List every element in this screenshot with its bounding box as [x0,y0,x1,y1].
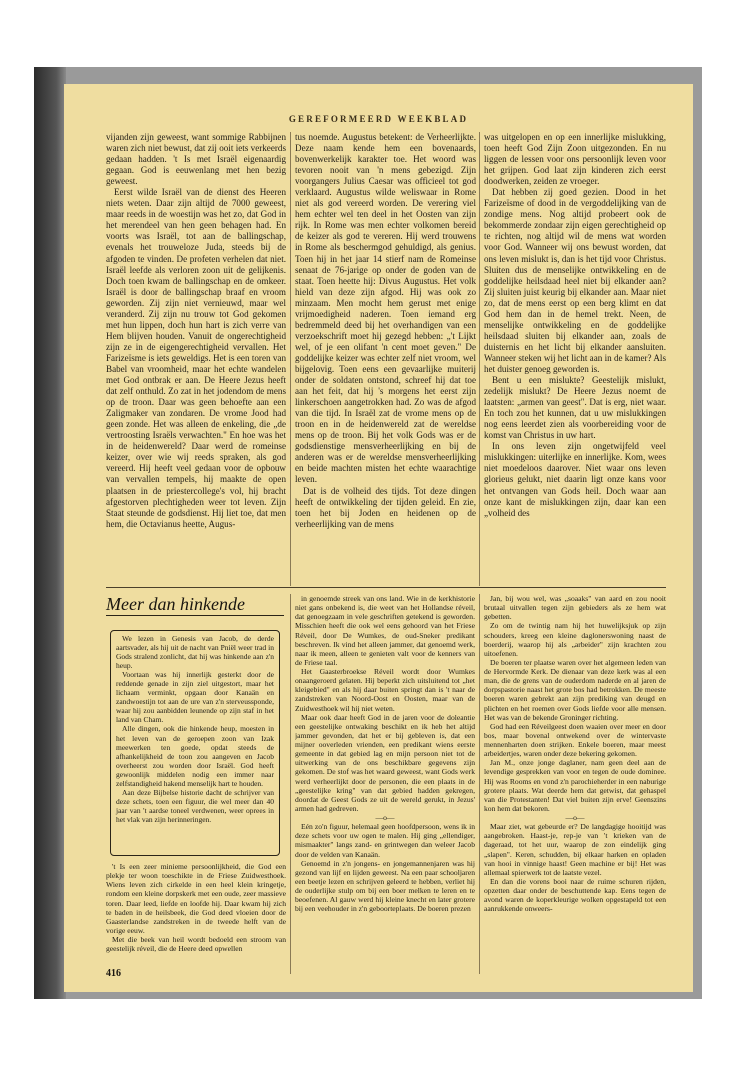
paragraph: Alle dingen, ook die hinkende heup, moesten in het leven van de geroepen zoon van Izak meewerken ten goede, opdat steeds de afhankelijkheid de toon zou aangeven en Jacob overheerst zou worden door Israël. God heeft gewoonlijk middelen nodig een immer naar zelfstandigheid hakend menselijk hart te houden. [116,724,274,788]
paragraph: Jan M., onze jonge daglaner, nam geen deel aan de levendige gesprekken van voor en tegen de oude dominee. Hij was Rooms en vond z'n parochieherder in een naburige grotere plaats. Wat deerde hem dat getwist, dat gehaspel van die Protestanten! Dat viel buiten zijn erve! Geenszins kon hem dat bekoren. [484,758,666,813]
paragraph: God had een Réveilgeest doen waaien over meer en door bos, maar bovenal ontwekend over de wintervaste mennenharten doen strijken. Enkele boeren, maar meest arbeidertjes, waren onder deze bekering gekomen. [484,721,666,759]
paragraph: Aan deze Bijbelse historie dacht de schrijver van deze schets, toen een figuur, die wel meer dan 40 jaar van 't aardse toneel verdwenen, weer oprees in het vlak van zijn herinneringen. [116,787,274,824]
running-head: GEREFORMEERD WEEKBLAD [288,114,469,124]
paragraph: Genoemd in z'n jongens- en jongemannenjaren was hij gezond van lijf en lijden geweest. Na een paar schooljaren een beetje lezen en schrijven geleerd te hebben, verliet hij de ouderlijke stulp om bij een boer melken te leren en te beoefenen. Al gauw werd hij kleine knecht en later grotere bij een veehouder in z'n geboorteplaats. De boeren prezen [295,858,475,914]
paragraph: Zo om de twintig nam hij het huwelijksjuk op zijn schouders, kreeg een kleine daglonerswoning naast de boerderij, waarop hij als „arbeider" zijn krachten zou uitoefenen. [484,621,666,658]
paragraph: —o— [375,813,395,822]
paragraph: vijanden zijn geweest, want sommige Rabbijnen waren zich niet bewust, dat zij ooit iets verkeerds gedaan hadden. 't Is met Israël eigenaardig gegaan. God is eeuwenlang met hen bezig geweest. [106,132,286,187]
paragraph: In ons leven zijn ongetwijfeld veel mislukkingen: uiterlijke en innerlijke. Kom, wees niet moedeloos daarover. Niet waar ons leven glorieus gelukt, niet daarin ligt onze kans voor het ontvangen van Gods heil. Doch waar aan onze kant de mislukkingen zijn, daar kan een „volheid des [484,441,666,518]
paragraph: tus noemde. Augustus betekent: de Verheerlijkte. Deze naam kende hem een bovenaards, bovenwerkelijk karakter toe. Het woord was tevoren nooit van 'n mens gebezigd. Zijn voorgangers Julius Caesar was officieel tot god verklaard. Augustus wilde weliswaar in Rome niet als god vereerd worden. De verering viel hem echter wel ten deel in het Oosten van zijn rijk. In Rome was men echter volkomen bereid de keizer als god te vereren. Hij werd trouwens in Rome als beschermgod gehuldigd, als genius. Toen hij in het jaar 14 stierf nam de Romeinse senaat de 76-jarige op onder de goden van de staat. Toen heette hij: Divus Augustus. Het volk hield van deze zijn afgod. Hij was ook zo minzaam. Men mocht hem gerust met enige vrijmoedigheid naderen. Toen iemand erg bedremmeld deed bij het overhandigen van een verzoekschrift moet hij gezegd hebben: „'t Lijkt wel, of je een olifant 'n cent moet geven." De goddelijke keizer was echter zelf niet vroom, wel bijgelovig. Toen eens een gevaarlijke muiterij onder de soldaten ontstond, schreef hij dat toe aan het feit, dat hij 's morgens het eerst zijn linkerschoen aangetrokken had. Zo was de afgod van die tijd. In Israël zat de vrome mens op de troon en in de heidenwereld zat de wereldse mens op de troon. Bij het volk Gods was er de godsdienstige mensverheerlijking en bij de anderen was er de wereldse mensverheerlijking en beide machten misten het echte waarachtige leven. [295,132,476,485]
paragraph: Het Gaasterbroekse Réveil wordt door Wumkes onaangeroerd gelaten. Hij beperkt zich uitsluitend tot „het kleigebied" en als hij daar buiten springt dan is 't naar de zandstreken van Noord-Oost en Oosten, maar van de Zuidwesthoek wil hij niet weten. [295,667,475,713]
page-number: 416 [106,968,121,979]
paragraph: Maar ook daar heeft God in de jaren voor de doleantie een geestelijke ontwaking beschikt en ik heb het altijd jammer gevonden, dat het er bij gebleven is, dat een mijner ooverleden vrienden, een predikant wiens eerste gemeente in dat gebied lag en mijn persoon niet tot de uitwerking van de ons beschikbare gegevens zijn gekomen. De stof was het waard geweest, want Gods werk werd verheerlijkt door de personen, die een plaats in de „geestelijke kring" van dat gebied hadden gekregen, doordat de Geest Gods ze uit de wereld gerukt, in Jezus' armen had gedreven. [295,712,475,813]
paragraph: was uitgelopen en op een innerlijke mislukking, toen heeft God Zijn Zoon uitgezonden. En nu liggen de lessen voor ons persoonlijk leven voor het grijpen. God laat zijn kinderen zich eerst doodwerken, zeiden ze vroeger. [484,132,666,187]
article-column-2 [295,594,475,974]
paragraph: We lezen in Genesis van Jacob, de derde aartsvader, als hij uit de nacht van Pniël weer trad in Gods stralend zonlicht, dat hij was hinkende aan z'n heup. [116,634,274,671]
article-title: Meer dan hinkende [106,594,245,614]
paragraph: En dan die vorens booi naar de ruime schuren rijden, opzetten daar onder de beschuttende kap. Eens tegen de avond waren de koperkleurige wolken opgestapeld tot een aanrukkende onweers- [484,876,666,914]
paragraph: in genoemde streek van ons land. Wie in de kerkhistorie niet gans onbekend is, die weet van het Hollandse réveil, dat genoegzaam in vele geschriften getekend is geworden. Misschien heeft die ook wel eens gehoord van het Friese Réveil, door De Wumkes, de oud-Sneker predikant beschreven. Ik vind het alleen jammer, dat genoemd werk, naar ik meen, alleen te genieten valt voor de kenners van de Friese taal. [295,594,475,667]
book-binding-edge [34,67,66,999]
magazine-page [64,84,693,992]
scanned-page-background [34,67,702,999]
article-column-3 [484,594,666,974]
paragraph: Voortaan was hij innerlijk gesterkt door de reddende genade in zijn ziel uitgestort, maar het lichaam verminkt, opgaan door Kanaän en zandwoestijn tot aan de ure van z'n sterveussponde, waar hij zou aanbidden leunende op zijn staf in het land van Cham. [116,670,274,725]
title-underline [106,615,284,616]
paragraph: Eén zo'n figuur, helemaal geen hoofdpersoon, wens ik in deze schets voor uw ogen te malen. Hij ging „ellendiger, mismaakter" langs zand- en grintwegen dan weleer Jacob door de velden van Kanaän. [295,822,475,859]
column-divider [479,132,480,586]
article-intro-box [110,630,280,856]
top-column-3 [484,132,666,586]
paragraph: 't Is een zeer minieme persoonlijkheid, die God een plekje ter woon toeschikte in de Friese Zuidwesthoek. Wiens leven zich cirkelde in een heel klein kringetje, rondom een kleine dorpskerk met een oude, zeer massieve toren. Daar leed, liefde en loofde hij. Daar kwam hij zich te baden in de heilsbeek, die God deed vloeien door de Gaasterlandse zandstreken in de tweede helft van de vorige eeuw. [106,862,286,935]
paragraph: Eerst wilde Israël van de dienst des Heeren niets weten. Daar zijn altijd de 7000 geweest, maar reeds in de woestijn was het zo, dat God in het merendeel van hen geen behagen had. En voorts was Israël, tot aan de ballingschap, evenals het trouweloze Juda, steeds bij de afgoden te vinden. De profeten verhelen dat niet. Israël leefde als verloren zoon uit de gelijkenis. Doch toen kwam de ballingschap en de omkeer. Israël is door de ballingschap braaf en vroom geworden. Zij zijn niet vernieuwd, maar wel veranderd. Zij zijn nu trouw tot God gekomen met hun lippen, doch hun hart is zich verre van Hem blijven houden. Vanuit de ongerechtigheid zijn ze in de eigengerechtigheid vervallen. Het Farizeïsme is iets geweldigs. Het is een toren van Babel van vroomheid, maar het echte wandelen met God ontbrak er aan. De Heere Jezus heeft dat zelf onthuld. Zo zat in het jodendom de mens op de troon. Daar was geen behoefte aan een Zaligmaker van zondaren. De vrome Jood had geen zonde. Het was alleen de enkeling, die „de vertroosting Israëls verwachten." En hoe was het in de heidenwereld? Daar werd de romeinse keizer, over wie wij reeds spraken, als god vereerd. Hij heeft veel gedaan voor de opbouw van vervallen tempels, hij maakte de open plaatsen in de priestercollege's vol, hij bracht afgestorven plechtigheden weer tot leven. Zijn Staat steunde de godsdienst. Hij liet toe, dat men hem, die Octavianus heette, Augus- [106,187,286,529]
top-column-2 [295,132,476,586]
paragraph: De boeren ter plaatse waren over het algemeen leden van de Hervormde Kerk. De dienaar van deze kerk was al een man, die de grens van de ouderdom naderde en al jaren de dorpspastorie naast het grote bos had betrokken. De meeste boeren waren gebrekt aan zijn prediking van deugd en plichten en het roemen over Gods liefde voor alle mensen. Het was van de bekende Groninger richting. [484,657,666,722]
article-column-1 [106,862,286,964]
column-divider [290,594,291,974]
paragraph: Dat is de volheid des tijds. Tot deze dingen heeft de ontwikkeling der tijden geleid. En zie, toen het bij Joden en heidenen op de verheerlijking van de mens [295,485,476,529]
paragraph: Met die beek van heil wordt bedoeld een stroom van geestelijk réveil, die de Heere deed opwellen [106,935,286,954]
column-divider [290,132,291,586]
paragraph: Jan, bij wou wel, was „soaaks" van aard en zou nooit brutaal uitvallen tegen zijn gebieders als ze hem wat gebetten. [484,594,666,622]
paragraph: —o— [565,813,585,822]
column-divider [479,594,480,974]
paragraph: Bent u een mislukte? Geestelijk mislukt, zedelijk mislukt? De Heere Jezus noemt de laatsten: „armen van geest". Dat is erg, niet waar. En toch zou het kunnen, dat u uw mislukkingen nog eens leerdet zien als voorbereiding voor de komst van Christus in uw hart. [484,375,666,441]
top-column-1 [106,132,286,586]
section-divider [106,587,666,588]
paragraph: Maar ziet, wat gebeurde er? De langdagige hooitijd was aangebroken. Haast-je, rep-je van 't krieken van de dageraad, tot het uur, waarop de zon eindelijk ging „slapen". Keren, schudden, bij elkaar harken en opladen van hooi in vinnige haast! Geen machine er bij! Het was allemaal spierwerk tot de laatste vezel. [484,822,666,877]
paragraph: Dat hebben zij goed gezien. Dood in het Farizeïsme of dood in de vergoddelijking van de zondige mens. Nog altijd probeert ook de bekommerde zondaar zijn eigen gerechtigheid op te richten, nog altijd wil de mens wat worden voor God. Wanneer wij ons bewust worden, dat ons leven mislukt is, dan is het tijd voor Christus. Sluiten dus de menselijke ontwikkeling en de goddelijke heilsdaad heel niet bij elkander aan? Zij sluiten juist keurig bij elkander aan. Maar niet zo, dat de mens eerst op een berg klimt en dat God hem dan in de hemel trekt. Neen, de menselijke ontwikkeling en de goddelijke heilsdaad sluiten bij elkander aan, zoals de duisternis en het licht bij elkander aansluiten. Wanneer steken wij het licht aan in de kamer? Als het duister genoeg geworden is. [484,187,666,374]
